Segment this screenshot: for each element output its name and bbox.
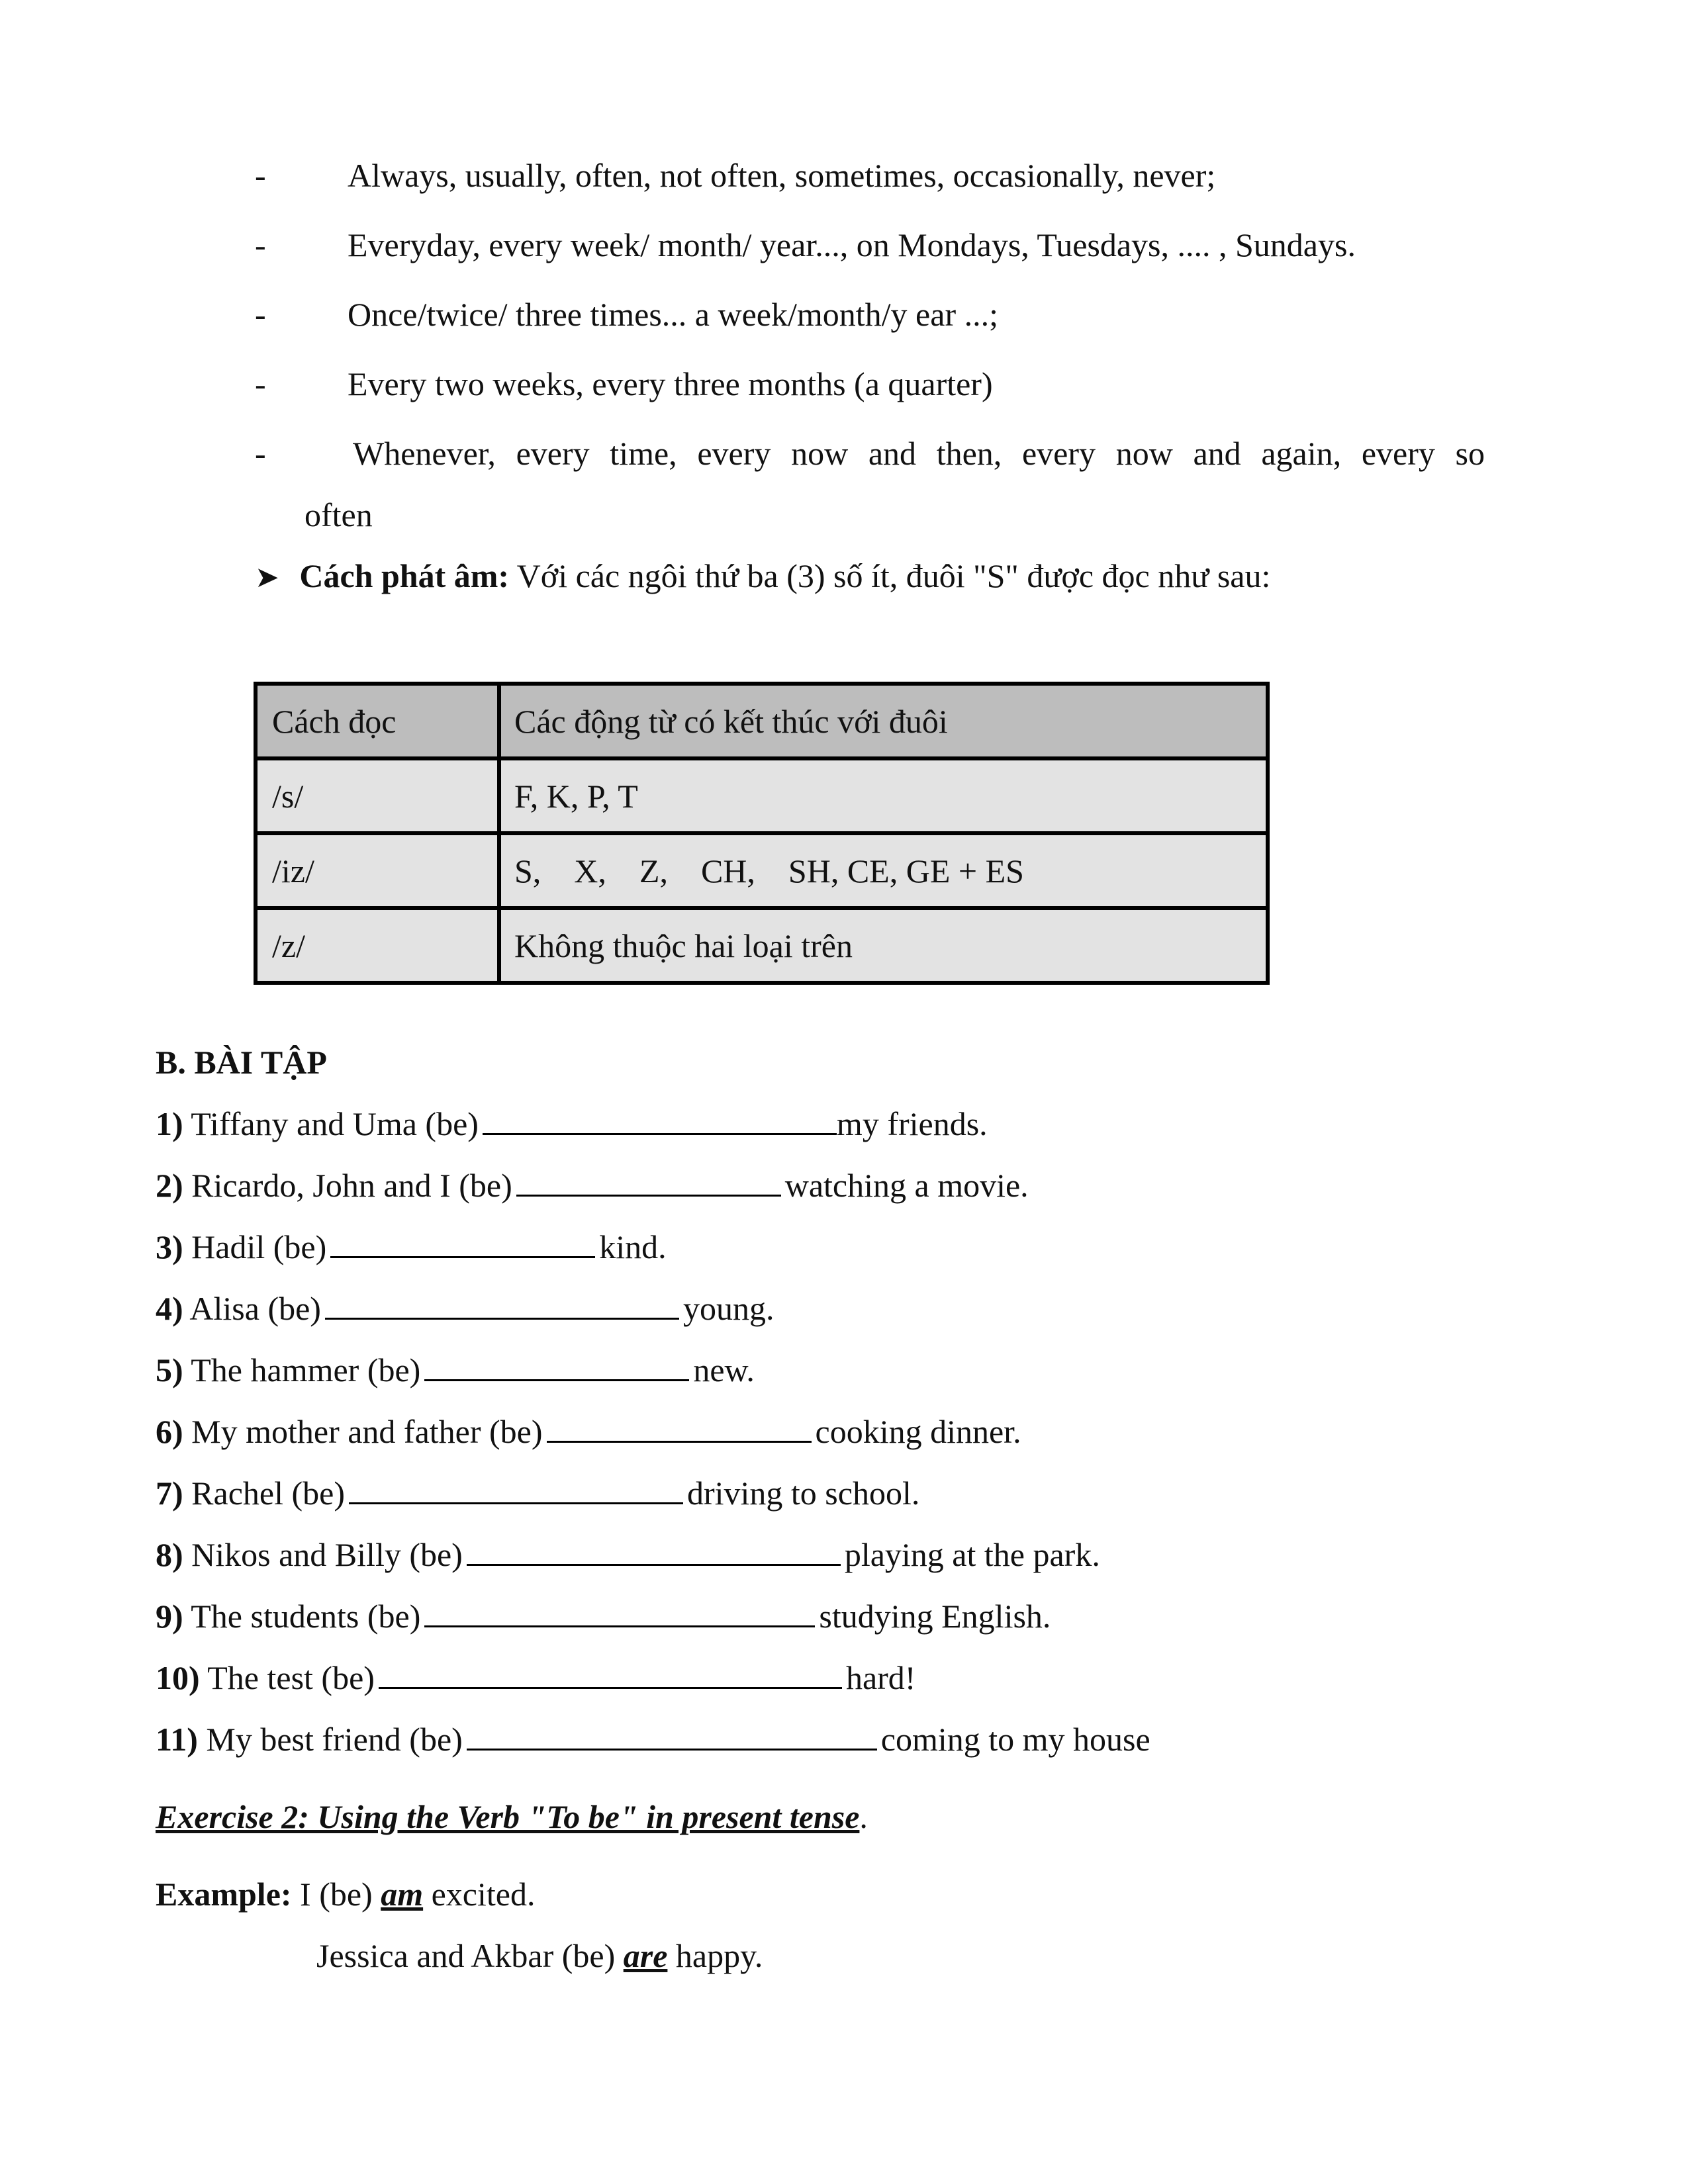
table-header-cell: Cách đọc (256, 684, 499, 758)
answer-blank[interactable] (424, 1353, 689, 1381)
bullet-item-line1: Whenever, every time, every now and then, every now and again, every so (353, 435, 1485, 472)
exercise-item: 7) Rachel (be) driving to school. (156, 1475, 920, 1512)
exercise-item: 2) Ricardo, John and I (be) watching a movie. (156, 1167, 1029, 1204)
answer-blank[interactable] (330, 1230, 595, 1258)
table-row (256, 758, 1268, 833)
table-row (256, 833, 1268, 908)
answer-blank[interactable] (424, 1599, 815, 1627)
exercise-item: 1) Tiffany and Uma (be) my friends. (156, 1105, 988, 1142)
table-cell: Không thuộc hai loại trên (499, 908, 1268, 983)
exercise2-title: Exercise 2: Using the Verb "To be" in present tense (156, 1798, 860, 1835)
example-line-2: Jessica and Akbar (be) are happy. (316, 1937, 763, 1974)
bullet-item: Every two weeks, every three months (a quarter) (348, 365, 993, 402)
dash: - (255, 365, 266, 402)
table-header-cell: Các động từ có kết thúc với đuôi (499, 684, 1268, 758)
answer-blank[interactable] (379, 1661, 842, 1689)
exercise-item: 4) Alisa (be) young. (156, 1290, 774, 1327)
exercise2-heading: Exercise 2: Using the Verb "To be" in present tense. (156, 1798, 868, 1835)
dash: - (255, 296, 266, 333)
bullet-item: Once/twice/ three times... a week/month/y ear ...; (348, 296, 998, 333)
answer-blank[interactable] (547, 1414, 812, 1443)
exercise-item: 9) The students (be) studying English. (156, 1598, 1051, 1635)
answer-blank[interactable] (516, 1168, 781, 1197)
section-heading: B. BÀI TẬP (156, 1044, 327, 1081)
example-answer: are (623, 1937, 668, 1974)
exercise-item: 6) My mother and father (be) cooking dinner. (156, 1413, 1021, 1450)
example-answer: am (381, 1876, 424, 1913)
answer-blank[interactable] (467, 1537, 841, 1566)
table-cell: /iz/ (256, 833, 499, 908)
pronunciation-label: Cách phát âm: (299, 557, 510, 594)
exercise-item: 5) The hammer (be) new. (156, 1351, 755, 1388)
table-cell: S, X, Z, CH, SH, CE, GE + ES (499, 833, 1268, 908)
pronunciation-table (254, 682, 1270, 985)
answer-blank[interactable] (483, 1107, 837, 1135)
arrow-bullet-icon: ➤ (255, 561, 279, 594)
pronunciation-text: Với các ngôi thứ ba (3) số ít, đuôi "S" được đọc như sau: (509, 557, 1271, 594)
bullet-item-line2: often (305, 496, 373, 533)
example-label: Example: (156, 1876, 292, 1913)
exercise-item: 3) Hadil (be) kind. (156, 1228, 667, 1265)
exercise-item: 11) My best friend (be) coming to my house (156, 1721, 1150, 1758)
bullet-item: Everyday, every week/ month/ year..., on Mondays, Tuesdays, .... , Sundays. (348, 226, 1356, 263)
table-cell: /s/ (256, 758, 499, 833)
dash: - (255, 157, 266, 194)
dash: - (255, 226, 266, 263)
table-header-row (256, 684, 1268, 758)
table-cell: /z/ (256, 908, 499, 983)
dash: - (255, 435, 266, 472)
answer-blank[interactable] (467, 1722, 877, 1751)
answer-blank[interactable] (349, 1476, 683, 1504)
table-row (256, 908, 1268, 983)
answer-blank[interactable] (325, 1291, 679, 1320)
pronunciation-heading (255, 559, 1270, 592)
exercise-item: 8) Nikos and Billy (be) playing at the park. (156, 1536, 1100, 1573)
table-cell: F, K, P, T (499, 758, 1268, 833)
bullet-item: Always, usually, often, not often, sometimes, occasionally, never; (348, 157, 1216, 194)
exercise-item: 10) The test (be) hard! (156, 1659, 916, 1696)
example-line-1: Example: I (be) am excited. (156, 1876, 536, 1913)
